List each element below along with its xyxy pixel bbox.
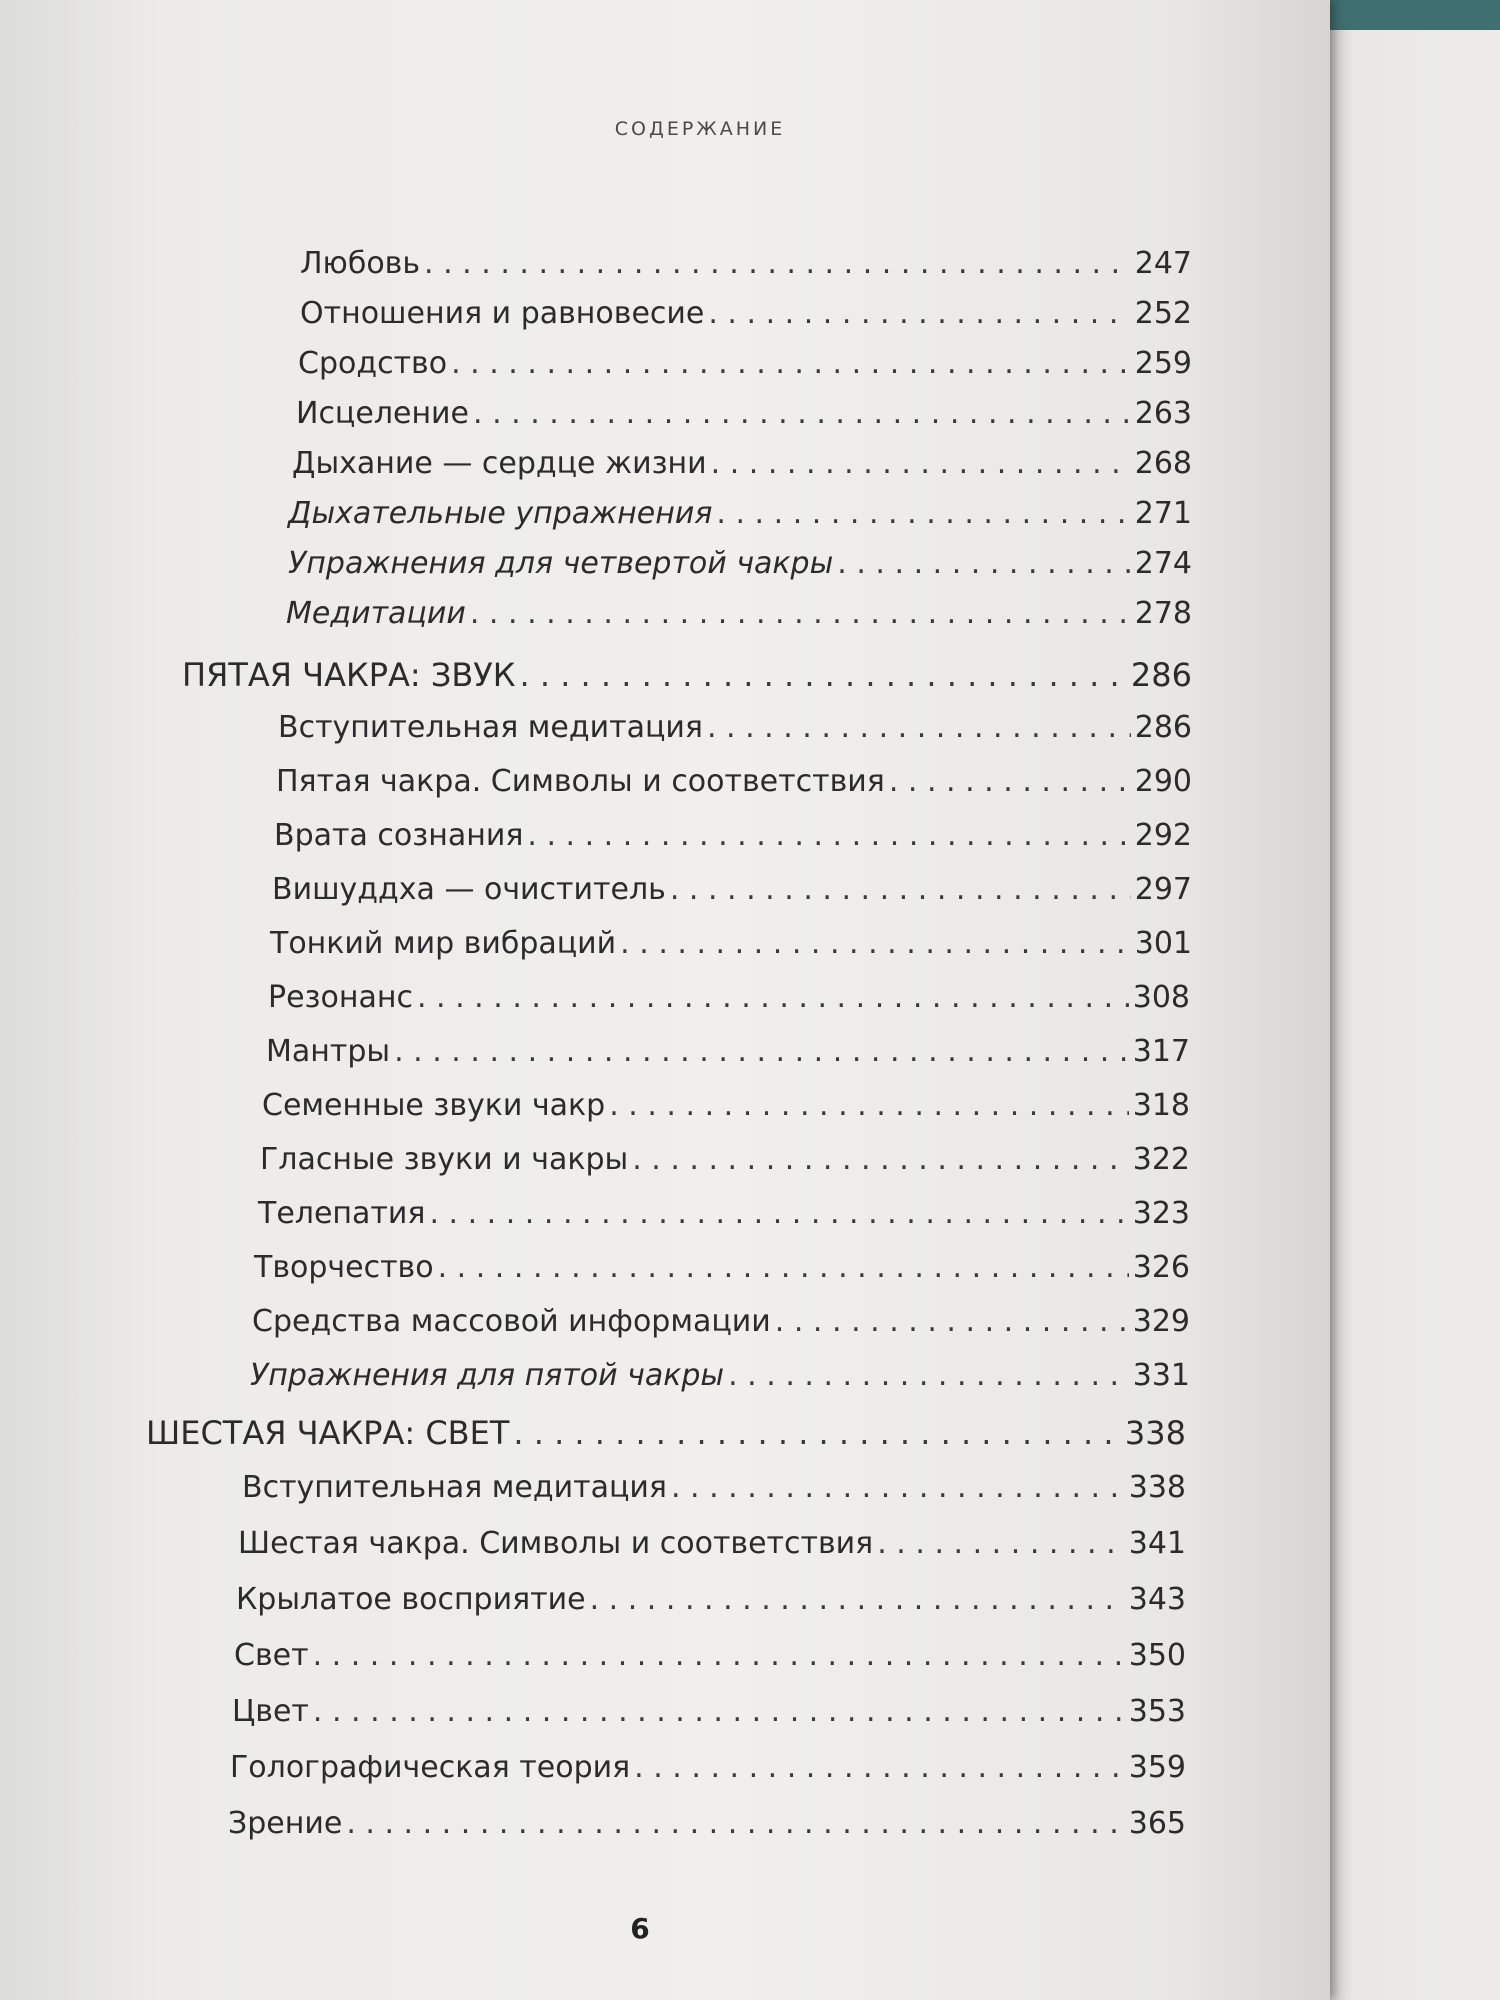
- toc-entry: [292, 446, 1192, 481]
- toc-entry-page: 338: [1124, 1414, 1186, 1452]
- toc-entry-page: 263: [1134, 396, 1192, 431]
- dot-leader: [707, 710, 1131, 745]
- toc-entry: [262, 1088, 1190, 1123]
- toc-entry: [274, 818, 1192, 853]
- toc-entry: [276, 764, 1192, 799]
- toc-entry-page: 317: [1132, 1034, 1190, 1069]
- toc-entry-title: Сродство: [298, 346, 448, 381]
- toc-entry: [286, 596, 1192, 631]
- toc-entry-page: 247: [1134, 246, 1192, 281]
- dot-leader: [708, 296, 1130, 331]
- toc-entry-title: Любовь: [300, 246, 421, 281]
- toc-entry-title: Резонанс: [268, 980, 413, 1015]
- toc-entry-page: 329: [1132, 1304, 1190, 1339]
- dot-leader: [527, 818, 1130, 853]
- toc-entry: [146, 1414, 1186, 1452]
- toc-entry-page: 286: [1130, 656, 1192, 694]
- toc-entry-page: 343: [1128, 1582, 1186, 1617]
- toc-entry: [228, 1806, 1186, 1841]
- dot-leader: [313, 1694, 1125, 1729]
- toc-entry-page: 331: [1132, 1358, 1190, 1393]
- toc-entry-page: 286: [1134, 710, 1192, 745]
- dot-leader: [775, 1304, 1129, 1339]
- toc-entry-title: Медитации: [286, 596, 466, 631]
- dot-leader: [451, 346, 1131, 381]
- toc-entry-page: 252: [1134, 296, 1192, 331]
- toc-entry: [234, 1638, 1186, 1673]
- dot-leader: [877, 1526, 1125, 1561]
- dot-leader: [429, 1196, 1128, 1231]
- toc-entry-title: Дыхание — сердце жизни: [292, 446, 707, 481]
- toc-entry-page: 271: [1134, 496, 1192, 531]
- toc-entry: [266, 1034, 1190, 1069]
- dot-leader: [590, 1582, 1125, 1617]
- dot-leader: [671, 1470, 1125, 1505]
- toc-entry-page: 341: [1128, 1526, 1186, 1561]
- toc-entry-title: Средства массовой информации: [252, 1304, 771, 1339]
- toc-entry-title: Вступительная медитация: [242, 1470, 667, 1505]
- dot-leader: [728, 1358, 1129, 1393]
- toc-entry-title: Исцеление: [296, 396, 470, 431]
- toc-entry-title: Вступительная медитация: [278, 710, 703, 745]
- toc-entry-title: Семенные звуки чакр: [262, 1088, 606, 1123]
- toc-entry-title: Отношения и равновесие: [300, 296, 705, 331]
- toc-entry-title: ШЕСТАЯ ЧАКРА: СВЕТ: [146, 1414, 510, 1452]
- toc-entry-title: Гласные звуки и чакры: [260, 1142, 629, 1177]
- toc-entry-title: Телепатия: [258, 1196, 426, 1231]
- toc-entry: [300, 296, 1192, 331]
- toc-entry-title: Вишуддха — очиститель: [272, 872, 666, 907]
- toc-entry-title: ПЯТАЯ ЧАКРА: ЗВУК: [182, 656, 516, 694]
- dot-leader: [513, 1414, 1121, 1452]
- dot-leader: [711, 446, 1131, 481]
- toc-entry: [300, 246, 1192, 281]
- toc-entry-page: 259: [1134, 346, 1192, 381]
- toc-entry-page: 301: [1134, 926, 1192, 961]
- toc-entry: [268, 980, 1190, 1015]
- toc-entry-page: 359: [1128, 1750, 1186, 1785]
- dot-leader: [346, 1806, 1124, 1841]
- toc-entry-page: 297: [1134, 872, 1192, 907]
- toc-entry-title: Свет: [234, 1638, 309, 1673]
- toc-entry: [242, 1470, 1186, 1505]
- dot-leader: [313, 1638, 1125, 1673]
- toc-entry: [232, 1694, 1186, 1729]
- dot-leader: [889, 764, 1131, 799]
- page-number: 6: [630, 1912, 650, 1945]
- toc-entry-title: Упражнения для четвертой чакры: [288, 546, 834, 581]
- toc-entry-page: 353: [1128, 1694, 1186, 1729]
- toc-entry: [230, 1750, 1186, 1785]
- toc-entry-page: 318: [1132, 1088, 1190, 1123]
- toc-entry-title: Цвет: [232, 1694, 309, 1729]
- dot-leader: [634, 1750, 1125, 1785]
- toc-entry-title: Дыхательные упражнения: [288, 496, 713, 531]
- toc-entry: [182, 656, 1192, 694]
- toc-entry: [278, 710, 1192, 745]
- toc-entry: [238, 1526, 1186, 1561]
- toc-entry-page: 338: [1128, 1470, 1186, 1505]
- dot-leader: [520, 656, 1127, 694]
- toc-entry-page: 365: [1128, 1806, 1186, 1841]
- toc-entry-title: Крылатое восприятие: [236, 1582, 586, 1617]
- dot-leader: [837, 546, 1130, 581]
- toc-entry: [270, 926, 1192, 961]
- toc-entry-title: Шестая чакра. Символы и соответствия: [238, 1526, 874, 1561]
- toc-entry-page: 322: [1132, 1142, 1190, 1177]
- dot-leader: [632, 1142, 1129, 1177]
- toc-entry-page: 326: [1132, 1250, 1190, 1285]
- toc-entry-page: 278: [1134, 596, 1192, 631]
- toc-entry-title: Мантры: [266, 1034, 391, 1069]
- toc-entry-title: Творчество: [254, 1250, 434, 1285]
- toc-entry: [298, 346, 1192, 381]
- running-header: СОДЕРЖАНИЕ: [614, 118, 786, 140]
- toc-entry-title: Голографическая теория: [230, 1750, 631, 1785]
- toc-entry-page: 268: [1134, 446, 1192, 481]
- dot-leader: [620, 926, 1131, 961]
- toc-entry-page: 350: [1128, 1638, 1186, 1673]
- toc-entry: [250, 1358, 1190, 1393]
- dot-leader: [424, 246, 1131, 281]
- dot-leader: [716, 496, 1130, 531]
- toc-entry: [236, 1582, 1186, 1617]
- toc-entry-title: Врата сознания: [274, 818, 524, 853]
- toc-entry: [288, 496, 1192, 531]
- toc-entry: [272, 872, 1192, 907]
- dot-leader: [609, 1088, 1129, 1123]
- dot-leader: [417, 980, 1129, 1015]
- toc-entry: [258, 1196, 1190, 1231]
- toc-entry-title: Пятая чакра. Символы и соответствия: [276, 764, 885, 799]
- toc-entry-page: 323: [1132, 1196, 1190, 1231]
- dot-leader: [438, 1250, 1129, 1285]
- toc-entry: [260, 1142, 1190, 1177]
- toc-entry: [254, 1250, 1190, 1285]
- toc-entry: [296, 396, 1192, 431]
- toc-entry-page: 292: [1134, 818, 1192, 853]
- toc-entry-page: 274: [1134, 546, 1192, 581]
- dot-leader: [394, 1034, 1129, 1069]
- dot-leader: [473, 396, 1131, 431]
- toc-entry-page: 290: [1134, 764, 1192, 799]
- toc-entry: [252, 1304, 1190, 1339]
- toc-entry-title: Зрение: [228, 1806, 343, 1841]
- dot-leader: [670, 872, 1131, 907]
- toc-entry-page: 308: [1132, 980, 1190, 1015]
- next-page-edge: [1318, 30, 1500, 2000]
- toc-entry-title: Тонкий мир вибраций: [270, 926, 617, 961]
- toc-entry: [288, 546, 1192, 581]
- toc-entry-title: Упражнения для пятой чакры: [250, 1358, 725, 1393]
- dot-leader: [470, 596, 1131, 631]
